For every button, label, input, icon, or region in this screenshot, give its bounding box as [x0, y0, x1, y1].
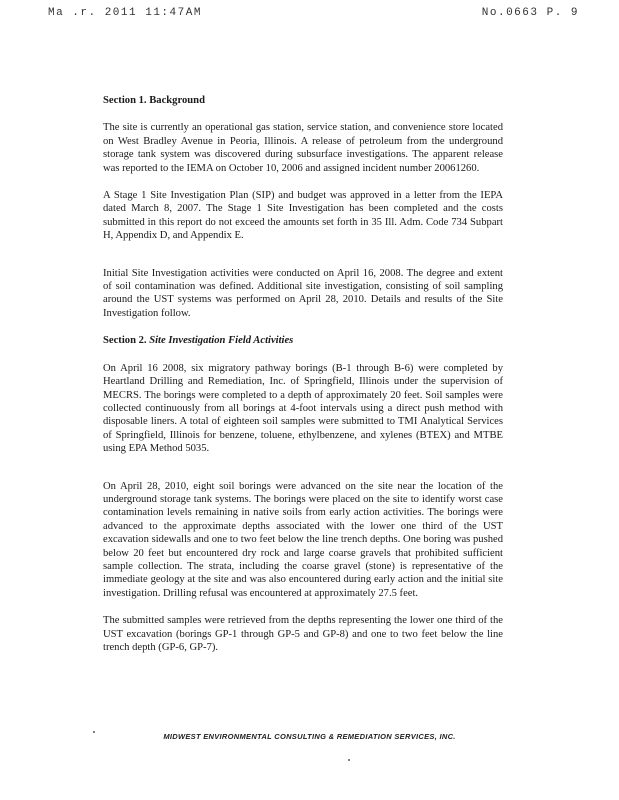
scan-speck — [93, 731, 95, 733]
section-1-label: Section 1. — [103, 95, 147, 106]
section-1-paragraph-3: Initial Site Investigation activities were conducted on April 16, 2008. The degree and extent of soil contamination was defined. Additional site investigation, consisting of soil sampling around the UST systems was performed on April 28, 2010. Details and results of the Site Investigation follow. — [103, 267, 503, 319]
section-2-paragraph-1: On April 16 2008, six migratory pathway borings (B-1 through B-6) were completed by Heartland Drilling and Remediation, Inc. of Springfield, Illinois under the supervision of MECRS. The borings were completed to a depth of approximately 20 feet. Soil samples were collected continuously from all borings at 4-foot intervals using a direct push method with disposable liners. A total of eighteen soil samples were submitted to TMI Analytical Services of Springfield, Illinois for benzene, toluene, ethylbenzene, and xylenes (BTEX) and MTBE using EPA Method 5035. — [103, 362, 503, 455]
company-footer: MIDWEST ENVIRONMENTAL CONSULTING & REMEDIATION SERVICES, INC. — [163, 732, 456, 741]
section-2-label: Section 2. — [103, 335, 147, 347]
section-1-title: Background — [149, 95, 205, 106]
fax-header-left: Ma .r. 2011 11:47AM — [48, 7, 202, 19]
section-2-paragraph-3: The submitted samples were retrieved from the depths representing the lower one third of the UST excavation (borings GP-1 through GP-5 and GP-8) and one to two feet below the line trench depth (GP-6, GP-7). — [103, 615, 503, 653]
section-1-paragraph-2: A Stage 1 Site Investigation Plan (SIP) and budget was approved in a letter from the IEPA dated March 8, 2007. The Stage 1 Site Investigation has been completed and the costs submitted in this report do not exceed the amounts set forth in 35 Ill. Adm. Code 734 Subpart H, Appendix D, and Appendix E. — [103, 190, 503, 242]
section-1-paragraph-1: The site is currently an operational gas station, service station, and convenience store located on West Bradley Avenue in Peoria, Illinois. A release of petroleum from the underground storage tank system was discovered during subsurface investigations. The apparent release was reported to the IEMA on October 10, 2006 and assigned incident number 20061260. — [103, 122, 503, 174]
document-body — [103, 94, 503, 668]
scan-speck — [348, 759, 350, 761]
section-1-heading — [103, 94, 503, 107]
section-2-heading — [103, 334, 503, 347]
section-2-paragraph-2: On April 28, 2010, eight soil borings were advanced on the site near the location of the underground storage tank systems. The borings were placed on the site to identify worst case contamination levels remaining in native soils from early action activities. The borings were advanced to the approximate depths associated with the lower one third of the UST excavation sidewalls and one to two feet below the line trench depths. One boring was pushed below 20 feet but encountered dry rock and large coarse gravels that prohibited sufficient sample collection. The strata, including the coarse gravel (stone) is representative of the immediate geology at the site and was also encountered during early action and the initial site investigation. Drilling refusal was encountered at approximately 27.5 feet. — [103, 480, 503, 599]
fax-header-right: No.0663 P. 9 — [481, 7, 579, 19]
section-2-title: Site Investigation Field Activities — [149, 335, 294, 347]
